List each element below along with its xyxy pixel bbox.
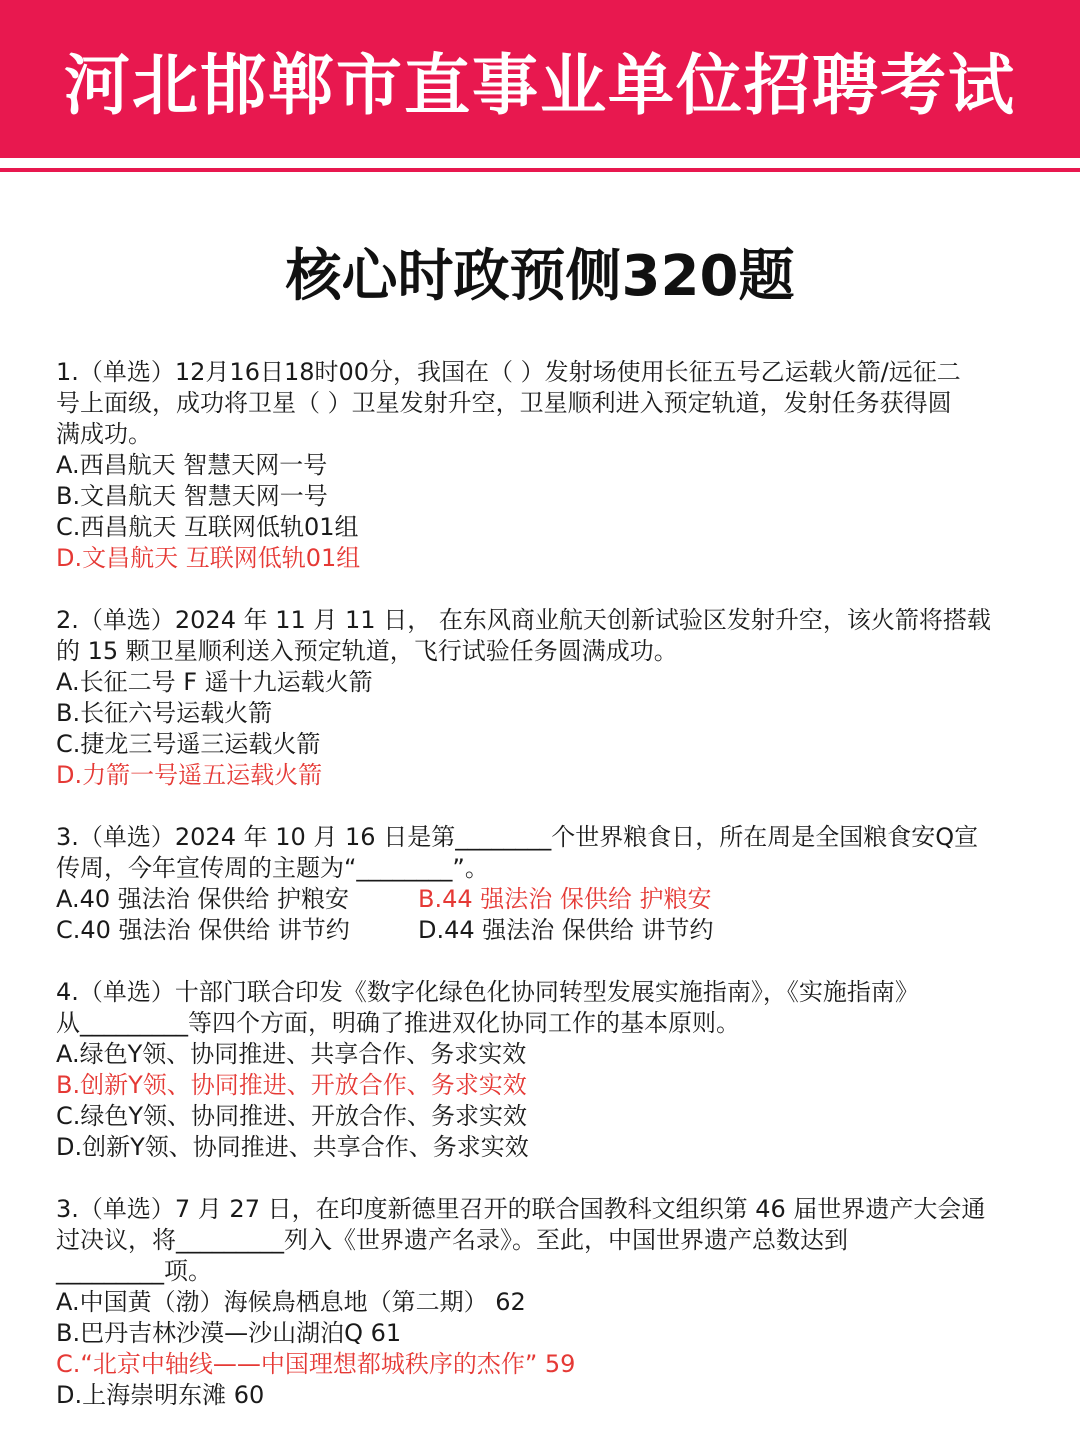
option-a: A.40 强法治 保供给 护粮安 <box>56 885 350 913</box>
option-b: B.长征六号运载火箭 <box>56 699 273 727</box>
question-text: 号上面级，成功将卫星（ ）卫星发射升空，卫星顺利进入预定轨道，发射任务获得圆 <box>56 389 952 417</box>
page-subtitle: 核心时政预侧320题 <box>285 244 795 309</box>
option-a: A.绿色Y领、协同推进、共享合作、务求实效 <box>56 1040 527 1068</box>
question-1 <box>56 357 1036 574</box>
header-banner <box>0 0 1080 158</box>
question-text: 1.（单选）12月16日18时00分，我国在（ ）发射场使用长征五号乙运载火箭/远征二 <box>56 358 961 386</box>
question-text: 过决议，将_________列入《世界遗产名录》。至此，中国世界遗产总数达到 <box>56 1226 848 1254</box>
option-b-correct: B.创新Y领、协同推进、开放合作、务求实效 <box>56 1071 527 1099</box>
option-c: C.西昌航天 互联网低轨01组 <box>56 513 359 541</box>
question-text: 2.（单选）2024 年 11 月 11 日， 在东风商业航天创新试验区发射升空，该火箭将搭载 <box>56 606 991 634</box>
option-b-correct: B.44 强法治 保供给 护粮安 <box>418 885 712 913</box>
question-text: 的 15 颗卫星顺利送入预定轨道，飞行试验任务圆满成功。 <box>56 637 678 665</box>
option-b: B.巴丹吉林沙漠—沙山湖泊Q 61 <box>56 1319 402 1347</box>
option-d-correct: D.文昌航天 互联网低轨01组 <box>56 544 361 572</box>
option-d: D.44 强法治 保供给 讲节约 <box>418 916 714 944</box>
question-5 <box>56 1194 1036 1411</box>
header-title: 河北邯郸市直事业单位招聘考试 <box>64 46 1016 124</box>
option-d: D.创新Y领、协同推进、共享合作、务求实效 <box>56 1133 529 1161</box>
option-row <box>56 884 1036 915</box>
question-text: 传周，今年宣传周的主题为“________”。 <box>56 854 489 882</box>
header-divider <box>0 168 1080 172</box>
option-c: C.绿色Y领、协同推进、开放合作、务求实效 <box>56 1102 528 1130</box>
option-d-correct: D.力箭一号遥五运载火箭 <box>56 761 323 789</box>
option-b: B.文昌航天 智慧天网一号 <box>56 482 328 510</box>
question-text: 从_________等四个方面，明确了推进双化协同工作的基本原则。 <box>56 1009 740 1037</box>
option-d: D.上海崇明东滩 60 <box>56 1381 265 1409</box>
option-c-correct: C.“北京中轴线——中国理想都城秩序的杰作” 59 <box>56 1350 576 1378</box>
question-3 <box>56 822 1036 946</box>
option-a: A.长征二号 F 遥十九运载火箭 <box>56 668 373 696</box>
question-list <box>56 357 1036 1442</box>
question-text: _________项。 <box>56 1257 212 1285</box>
question-text: 满成功。 <box>56 420 152 448</box>
question-text: 4.（单选）十部门联合印发《数字化绿色化协同转型发展实施指南》，《实施指南》 <box>56 978 919 1006</box>
option-row <box>56 915 1036 946</box>
option-a: A.中国黄（渤）海候鳥栖息地（第二期） 62 <box>56 1288 526 1316</box>
question-text: 3.（单选）7 月 27 日，在印度新德里召开的联合国教科文组织第 46 届世界遗产大会通 <box>56 1195 986 1223</box>
question-text: 3.（单选）2024 年 10 月 16 日是第________个世界粮食日，所在周是全国粮食安Q宣 <box>56 823 979 851</box>
option-c: C.40 强法治 保供给 讲节约 <box>56 916 350 944</box>
option-a: A.西昌航天 智慧天网一号 <box>56 451 328 479</box>
question-4 <box>56 977 1036 1163</box>
option-c: C.捷龙三号遥三运载火箭 <box>56 730 321 758</box>
question-2 <box>56 605 1036 791</box>
